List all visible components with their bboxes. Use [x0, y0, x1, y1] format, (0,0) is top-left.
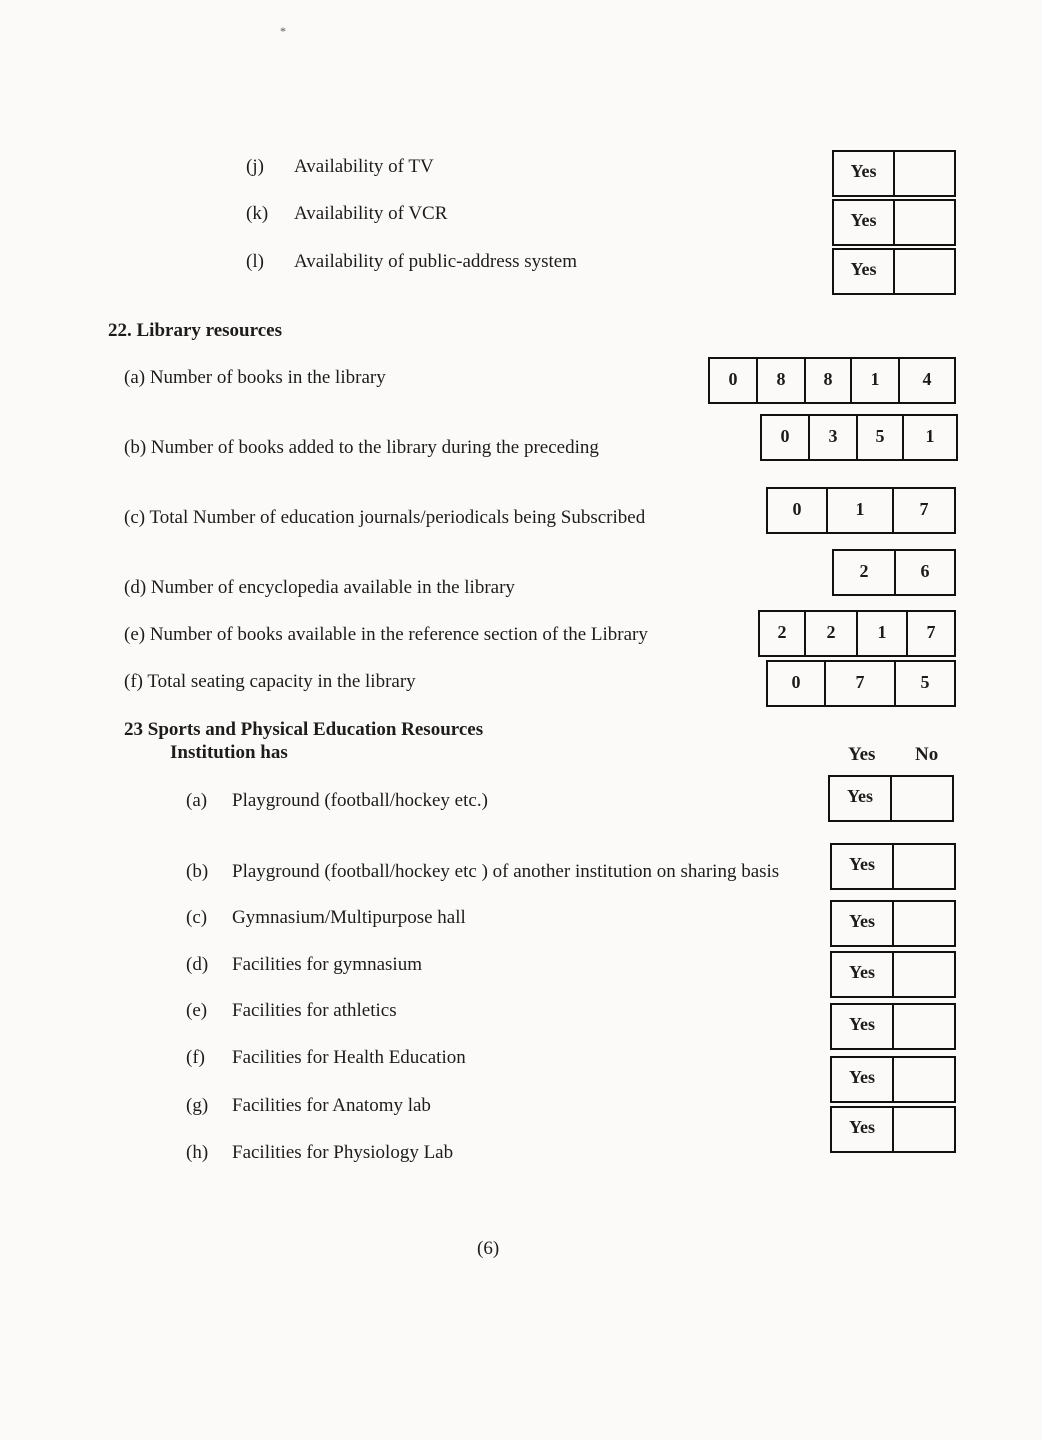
no-cell — [894, 845, 954, 888]
av-item-l-yes-no-box[interactable] — [832, 248, 956, 295]
no-cell — [894, 953, 954, 996]
library-item-f-digits[interactable] — [766, 660, 956, 707]
sports-item-c-text: Gymnasium/Multipurpose hall — [232, 907, 466, 928]
sports-item-a-text: Playground (football/hockey etc.) — [232, 790, 488, 811]
library-item-f-text: (f) Total seating capacity in the library — [124, 671, 416, 692]
yes-cell: Yes — [832, 845, 894, 888]
sports-item-d-text: Facilities for gymnasium — [232, 954, 422, 975]
digit-cell: 5 — [858, 416, 904, 459]
library-item-b-digits[interactable] — [760, 414, 958, 461]
digit-cell: 8 — [806, 359, 852, 402]
digit-cell: 0 — [710, 359, 758, 402]
yes-cell: Yes — [834, 152, 895, 195]
library-item-e-digits[interactable] — [758, 610, 956, 657]
no-cell — [892, 777, 952, 820]
yes-cell: Yes — [832, 1058, 894, 1101]
col-header-no: No — [915, 744, 939, 765]
digit-cell: 7 — [826, 662, 896, 705]
sports-item-f-yes-no-box[interactable] — [830, 1056, 956, 1103]
yes-cell: Yes — [834, 201, 895, 244]
digit-cell: 8 — [758, 359, 806, 402]
library-item-d-digits[interactable] — [832, 549, 956, 596]
library-item-e-text: (e) Number of books available in the reference section of the Library — [124, 624, 648, 645]
digit-cell: 1 — [828, 489, 894, 532]
no-cell — [895, 152, 954, 195]
digit-cell: 5 — [920, 672, 930, 692]
no-cell — [895, 201, 954, 244]
col-header-yes: Yes — [848, 744, 876, 765]
no-cell — [894, 1005, 954, 1048]
sports-item-e-label: (e) — [186, 1000, 208, 1021]
digit-cell: 2 — [760, 612, 806, 655]
sports-subheading: Institution has — [170, 742, 288, 763]
av-item-l-label: (l) — [246, 251, 264, 272]
no-cell — [894, 1058, 954, 1101]
sports-item-g-label: (g) — [186, 1095, 209, 1116]
digit-cell: 0 — [768, 489, 828, 532]
yes-cell: Yes — [832, 902, 894, 945]
library-item-c-digits[interactable] — [766, 487, 956, 534]
no-cell — [894, 902, 954, 945]
yes-cell: Yes — [832, 953, 894, 996]
av-item-k-text: Availability of VCR — [294, 203, 448, 224]
sports-item-e-yes-no-box[interactable] — [830, 1003, 956, 1050]
library-heading: 22. Library resources — [108, 320, 282, 341]
no-cell — [895, 250, 954, 293]
sports-item-a-yes-no-box[interactable] — [828, 775, 954, 822]
digit-cell: 1 — [852, 359, 900, 402]
sports-item-e-text: Facilities for athletics — [232, 1000, 397, 1021]
sports-item-a-label: (a) — [186, 790, 208, 811]
digit-cell: 2 — [834, 551, 896, 594]
library-item-d-text: (d) Number of encyclopedia available in the library — [124, 577, 515, 598]
yes-cell: Yes — [834, 250, 895, 293]
no-cell — [894, 1108, 954, 1151]
digit-cell: 7 — [919, 499, 929, 519]
sports-item-h-text: Facilities for Physiology Lab — [232, 1142, 454, 1163]
digit-cell: 1 — [925, 426, 935, 446]
digit-cell: 7 — [926, 622, 936, 642]
yes-cell: Yes — [832, 1005, 894, 1048]
sports-item-d-yes-no-box[interactable] — [830, 951, 956, 998]
library-item-b-text: (b) Number of books added to the library during the preceding — [124, 437, 599, 458]
sports-item-f-label: (f) — [186, 1047, 205, 1068]
sports-item-h-label: (h) — [186, 1142, 209, 1163]
library-item-a-text: (a) Number of books in the library — [124, 367, 386, 388]
digit-cell: 0 — [762, 416, 810, 459]
digit-cell: 0 — [768, 662, 826, 705]
av-item-j-label: (j) — [246, 156, 264, 177]
library-item-a-digits[interactable] — [708, 357, 956, 404]
digit-cell: 4 — [922, 369, 932, 389]
av-item-l-text: Availability of public-address system — [294, 251, 578, 272]
sports-heading: 23 Sports and Physical Education Resources — [124, 719, 484, 740]
av-item-j-text: Availability of TV — [294, 156, 434, 177]
sports-item-c-label: (c) — [186, 907, 208, 928]
av-item-k-yes-no-box[interactable] — [832, 199, 956, 246]
sports-item-f-text: Facilities for Health Education — [232, 1047, 466, 1068]
sports-item-d-label: (d) — [186, 954, 209, 975]
page-mark: * — [280, 24, 286, 38]
av-item-k-label: (k) — [246, 203, 269, 224]
sports-item-g-yes-no-box[interactable] — [830, 1106, 956, 1153]
sports-item-c-yes-no-box[interactable] — [830, 900, 956, 947]
sports-item-g-text: Facilities for Anatomy lab — [232, 1095, 431, 1116]
digit-cell: 1 — [858, 612, 908, 655]
digit-cell: 6 — [920, 561, 930, 581]
sports-item-b-label: (b) — [186, 861, 209, 882]
digit-cell: 3 — [810, 416, 858, 459]
digit-cell: 2 — [806, 612, 858, 655]
page-number: (6) — [477, 1238, 500, 1259]
yes-cell: Yes — [830, 777, 892, 820]
library-item-c-text: (c) Total Number of education journals/periodicals being Subscribed — [124, 507, 646, 528]
yes-cell: Yes — [832, 1108, 894, 1151]
sports-item-b-text: Playground (football/hockey etc ) of another institution on sharing basis — [232, 861, 780, 882]
sports-item-b-yes-no-box[interactable] — [830, 843, 956, 890]
av-item-j-yes-no-box[interactable] — [832, 150, 956, 197]
